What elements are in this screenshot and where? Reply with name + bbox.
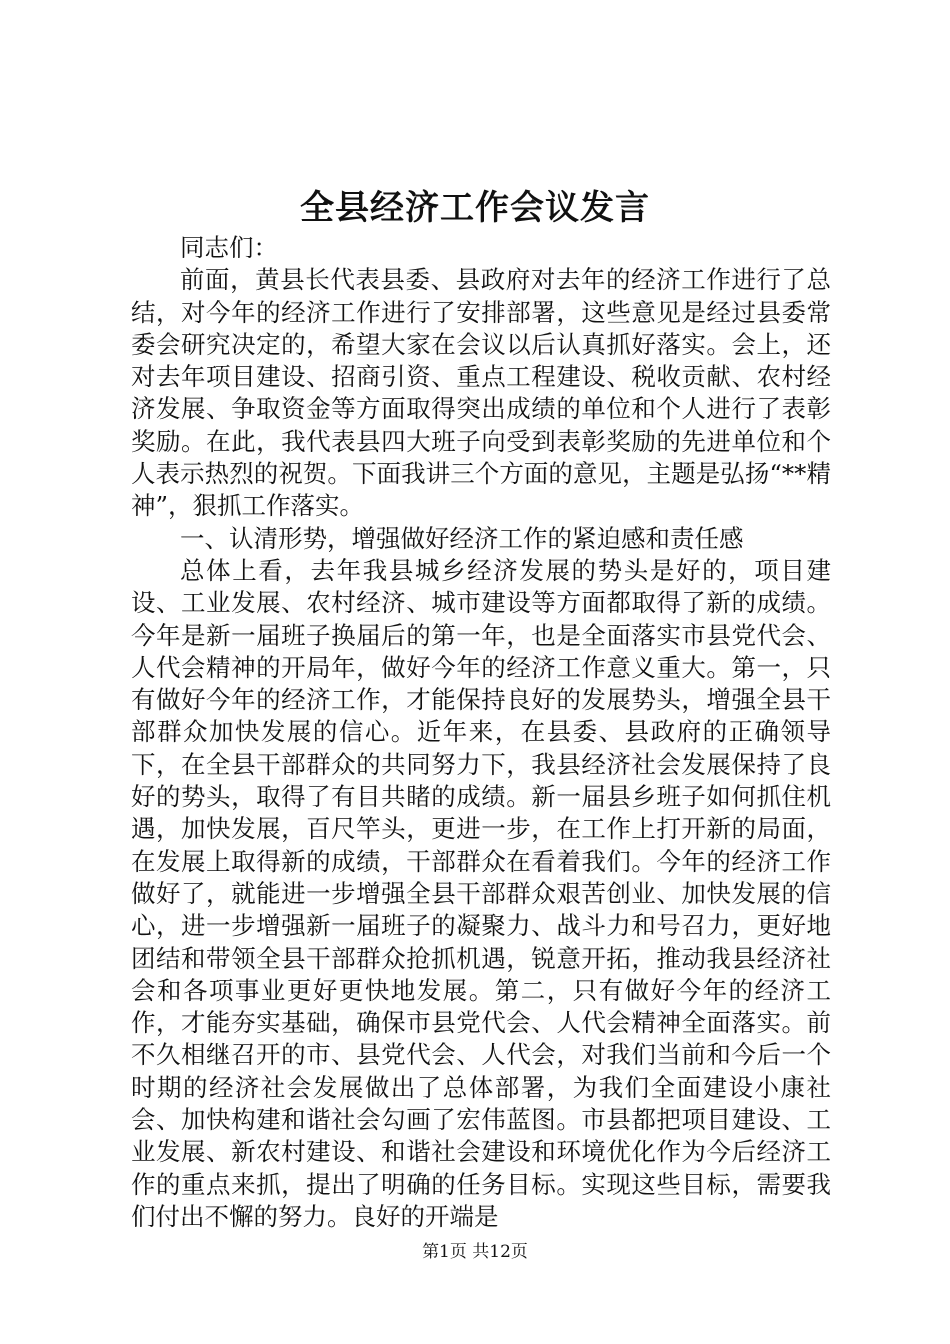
- section-1-paragraph: 总体上看，去年我县城乡经济发展的势头是好的，项目建设、工业发展、农村经济、城市建设等方面都取得了新的成绩。今年是新一届班子换届后的第一年，也是全面落实市县党代会、人代会精神的开局年，做好今年的经济工作意义重大。第一，只有做好今年的经济工作，才能保持良好的发展势头，增强全县干部群众加快发展的信心。近年来，在县委、县政府的正确领导下，在全县干部群众的共同努力下，我县经济社会发展保持了良好的势头，取得了有目共睹的成绩。新一届县乡班子如何抓住机遇，加快发展，百尺竿头，更进一步，在工作上打开新的局面，在发展上取得新的成绩，干部群众在看着我们。今年的经济工作做好了，就能进一步增强全县干部群众艰苦创业、加快发展的信心，进一步增强新一届班子的凝聚力、战斗力和号召力，更好地团结和带领全县干部群众抢抓机遇，锐意开拓，推动我县经济社会和各项事业更好更快地发展。第二，只有做好今年的经济工作，才能夯实基础，确保市县党代会、人代会精神全面落实。前不久相继召开的市、县党代会、人代会，对我们当前和今后一个时期的经济社会发展做出了总体部署，为我们全面建设小康社会、加快构建和谐社会勾画了宏伟蓝图。市县都把项目建设、工业发展、新农村建设、和谐社会建设和环境优化作为今后经济工作的重点来抓，提出了明确的任务目标。实现这些目标，需要我们付出不懈的努力。良好的开端是: [131, 555, 831, 1231]
- section-heading-1: 一、认清形势，增强做好经济工作的紧迫感和责任感: [180, 523, 744, 553]
- intro-paragraph: 前面，黄县长代表县委、县政府对去年的经济工作进行了总结，对今年的经济工作进行了安排部署，这些意见是经过县委常委会研究决定的，希望大家在会议以后认真抓好落实。会上，还对去年项目建设、招商引资、重点工程建设、税收贡献、农村经济发展、争取资金等方面取得突出成绩的单位和个人进行了表彰奖励。在此，我代表县四大班子向受到表彰奖励的先进单位和个人表示热烈的祝贺。下面我讲三个方面的意见，主题是弘扬“**精神”，狠抓工作落实。: [131, 265, 831, 521]
- page-number-footer: 第1页 共12页: [422, 1242, 528, 1262]
- document-title: 全县经济工作会议发言: [300, 188, 650, 228]
- salutation-paragraph: 同志们：: [180, 233, 278, 262]
- document-body: [131, 232, 831, 1233]
